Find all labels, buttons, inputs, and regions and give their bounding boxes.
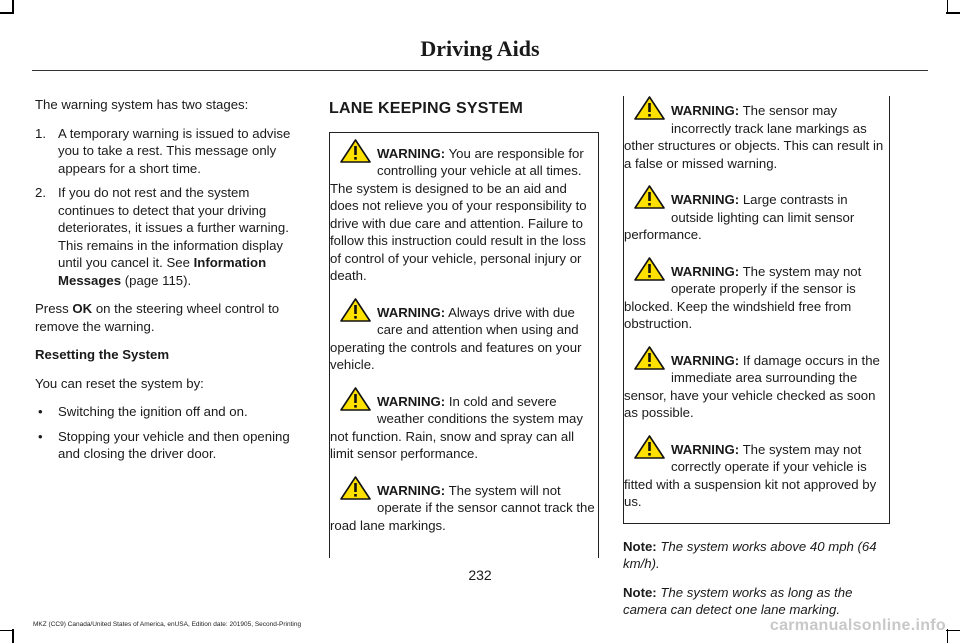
list-number: 2. [35, 185, 46, 200]
warning-text: Always drive with due care and attention when using and operating the controls and features on your vehicle. [330, 304, 582, 372]
warning-text: In cold and severe weather conditions the system may not function. Rain, snow and spray can all limit sensor performance. [330, 393, 583, 461]
page-title: Driving Aids [420, 36, 540, 61]
warning-text: Large contrasts in outside lighting can limit sensor performance. [624, 192, 855, 242]
cross-reference-link[interactable]: Information Messages [58, 255, 267, 288]
reset-list [35, 403, 307, 463]
warning-text: If damage occurs in the immediate area surrounding the sensor, have your vehicle checked as soon as possible. [624, 352, 880, 420]
crop-mark [946, 630, 960, 632]
warning-item [330, 387, 598, 463]
note-text: The system works as long as the camera can detect one lane marking. [623, 584, 853, 617]
column-left [35, 96, 307, 474]
edition-footer: MKZ (CC9) Canada/United States of America, enUSA, Edition date: 201905, Second-Printing [33, 621, 302, 628]
crop-mark [946, 12, 960, 14]
page-reference: (page 115). [124, 272, 192, 288]
warning-item [330, 298, 598, 374]
watermark: carmanualsonline.info [769, 617, 946, 634]
warning-label: WARNING: [377, 482, 446, 498]
note-label: Note: [623, 584, 657, 600]
reset-heading [35, 346, 307, 364]
warning-box [329, 132, 599, 559]
section-title: LANE KEEPING SYSTEM [329, 100, 524, 117]
warning-text: The system will not operate if the sensor cannot track the road lane markings. [330, 482, 595, 533]
press-text: on the steering wheel control to remove the warning. [35, 301, 280, 334]
crop-mark [12, 629, 14, 643]
intro-text: The warning system has two stages: [35, 97, 249, 112]
warning-item [330, 476, 598, 535]
reset-intro: You can reset the system by: [35, 375, 204, 391]
crop-mark [947, 629, 949, 643]
column-middle [329, 96, 599, 558]
crop-mark [0, 12, 14, 14]
bullet: • [38, 428, 43, 444]
warning-text: The system may not correctly operate if your vehicle is fitted with a suspension kit not approved by us. [624, 441, 877, 509]
warning-label: WARNING: [671, 263, 740, 279]
list-item-text: A temporary warning is issued to advise you to take a rest. This message only appears for a short time. [58, 125, 291, 176]
warning-text: The system may not operate properly if the sensor is blocked. Keep the windshield free from obstruction. [624, 263, 862, 331]
list-item [35, 403, 307, 421]
page-number: 232 [468, 567, 492, 583]
warning-label: WARNING: [671, 103, 740, 118]
note-label: Note: [623, 538, 657, 554]
warning-item [330, 139, 598, 285]
ok-key-label: OK [72, 301, 93, 316]
warning-label: WARNING: [377, 304, 446, 320]
warning-triangle-icon [634, 435, 665, 459]
list-item [35, 184, 307, 289]
list-item-text: If you do not rest and the system continues to detect that your driving deteriorates, it issues a further warning. This remains in the information display until you cancel it. See [58, 185, 289, 270]
warning-text: The sensor may incorrectly track lane markings as other structures or objects. This can result in a false or missed warning. [624, 103, 884, 171]
warning-triangle-icon [340, 298, 371, 322]
warning-text: You are responsible for controlling your vehicle at all times. The system is designed to be an aid and does not relieve you of your responsibility to drive with due care and attention. Failure to follow this instruction could result in the loss of control of your vehicle, personal injury or death. [330, 145, 587, 283]
press-text: Press [35, 301, 69, 316]
stages-list [35, 125, 307, 290]
warning-box [623, 96, 890, 524]
press-instruction [35, 300, 307, 335]
warning-triangle-icon [340, 139, 371, 163]
bullet: • [38, 404, 43, 419]
list-item-text: Switching the ignition off and on. [58, 404, 248, 419]
warning-label: WARNING: [671, 441, 740, 457]
column-right [623, 96, 890, 630]
warning-triangle-icon [634, 346, 665, 370]
warning-triangle-icon [340, 387, 371, 411]
warning-triangle-icon [634, 96, 665, 120]
warning-item [624, 96, 889, 172]
warning-triangle-icon [634, 185, 665, 209]
warning-label: WARNING: [377, 145, 446, 161]
list-item [35, 125, 307, 178]
warning-triangle-icon [634, 257, 665, 281]
note-text: The system works above 40 mph (64 km/h). [623, 538, 877, 571]
warning-item [624, 185, 889, 244]
reset-heading-text: Resetting the System [35, 347, 170, 362]
warning-label: WARNING: [377, 393, 446, 409]
list-number: 1. [35, 125, 46, 141]
list-item-text: Stopping your vehicle and then opening and closing the driver door. [58, 428, 290, 461]
warning-triangle-icon [340, 476, 371, 500]
crop-mark [0, 630, 14, 632]
warning-item [624, 346, 889, 422]
list-item [35, 428, 307, 463]
header-divider [32, 70, 928, 71]
warning-label: WARNING: [671, 192, 740, 207]
warning-item [624, 257, 889, 333]
note [623, 584, 890, 619]
warning-label: WARNING: [671, 352, 740, 368]
warning-item [624, 435, 889, 511]
